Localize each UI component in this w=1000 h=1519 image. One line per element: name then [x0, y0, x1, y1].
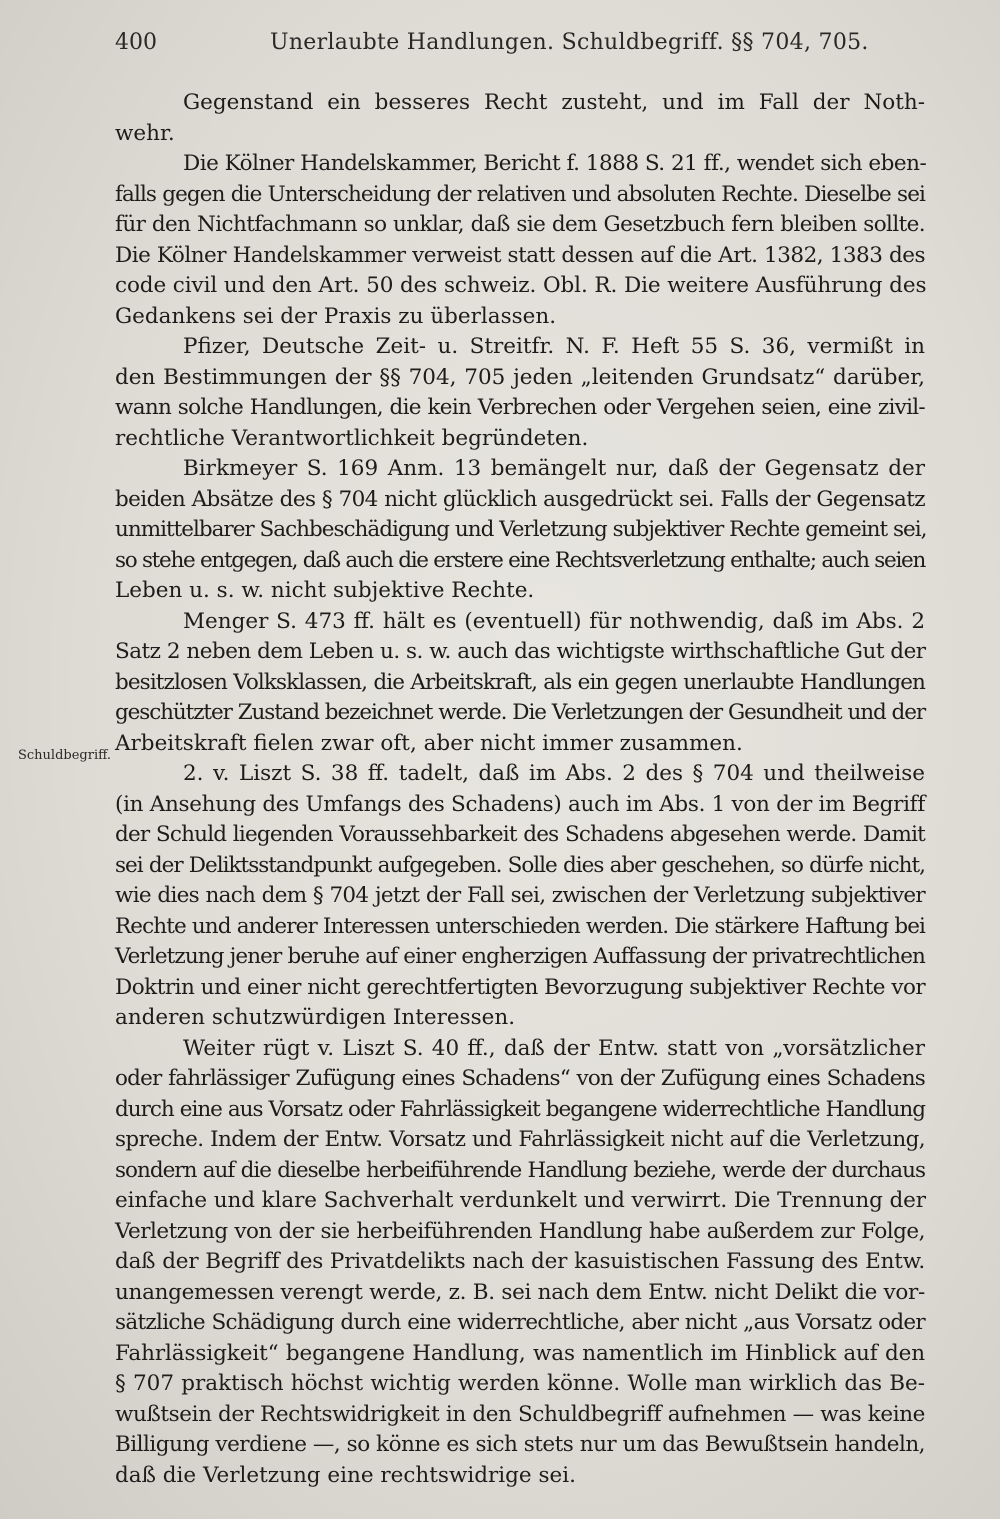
- paragraph: [115, 332, 925, 454]
- text-line: Gedankens sei der Praxis zu überlassen.: [115, 303, 557, 329]
- text-line: unangemessen verengt werde, z. B. sei nach dem Entw. nicht Delikt die vor-: [115, 1279, 925, 1305]
- text-line: wußtsein der Rechtswidrigkeit in den Schuldbegriff aufnehmen — was keine: [115, 1401, 925, 1427]
- text-line: sätzliche Schädigung durch eine widerrechtliche, aber nicht „aus Vorsatz oder: [115, 1310, 925, 1335]
- text-line: Leben u. s. w. nicht subjektive Rechte.: [115, 578, 535, 603]
- text-line: beiden Absätze des § 704 nicht glücklich ausgedrückt sei. Falls der Gegensatz: [115, 486, 925, 512]
- text-line: spreche. Indem der Entw. Vorsatz und Fahrlässigkeit nicht auf die Verletzung,: [115, 1127, 925, 1152]
- text-line: sondern auf die dieselbe herbeiführende Handlung beziehe, werde der durchaus: [115, 1157, 925, 1183]
- paragraph: [115, 1034, 925, 1492]
- text-line: so stehe entgegen, daß auch die erstere eine Rechtsverletzung enthalte; auch seien: [115, 547, 925, 573]
- text-line: sei der Deliktsstandpunkt aufgegeben. Solle dies aber geschehen, so dürfe nicht,: [115, 852, 925, 878]
- text-line: Verletzung von der sie herbeiführenden Handlung habe außerdem zur Folge,: [115, 1218, 925, 1244]
- text-line: Satz 2 neben dem Leben u. s. w. auch das wichtigste wirthschaftliche Gut der: [115, 639, 926, 664]
- text-line: besitzlosen Volksklassen, die Arbeitskraft, als ein gegen unerlaubte Handlungen: [115, 669, 925, 695]
- text-line: einfache und klare Sachverhalt verdunkelt und verwirrt. Die Trennung der: [115, 1188, 926, 1213]
- page-header: [115, 30, 925, 64]
- paragraph: [115, 88, 925, 149]
- text-line: durch eine aus Vorsatz oder Fahrlässigkeit begangene widerrechtliche Handlung: [115, 1096, 925, 1122]
- text-line: unmittelbarer Sachbeschädigung und Verletzung subjektiver Rechte gemeint sei,: [115, 517, 927, 542]
- body-text: [115, 88, 925, 1491]
- text-line: Arbeitskraft fielen zwar oft, aber nicht immer zusammen.: [115, 730, 743, 756]
- text-line: Doktrin und einer nicht gerechtfertigten Bevorzugung subjektiver Rechte vor: [115, 974, 926, 1000]
- text-line: Billigung verdiene —, so könne es sich stets nur um das Bewußtsein handeln,: [115, 1432, 925, 1457]
- paragraph: [115, 607, 925, 760]
- running-title: Unerlaubte Handlungen. Schuldbegriff. §§ 704, 705.: [270, 30, 869, 55]
- page-number: 400: [115, 30, 157, 55]
- margin-note: Schuldbegriff.: [18, 748, 112, 763]
- text-line: rechtliche Verantwortlichkeit begründeten.: [115, 425, 589, 451]
- text-line: Verletzung jener beruhe auf einer engherzigen Auffassung der privatrechtlichen: [115, 944, 925, 969]
- text-line: der Schuld liegenden Voraussehbarkeit des Schadens abgesehen werde. Damit: [115, 822, 925, 847]
- text-line: Birkmeyer S. 169 Anm. 13 bemängelt nur, daß der Gegensatz der: [183, 456, 925, 481]
- text-line: daß der Begriff des Privatdelikts nach der kasuistischen Fassung des Entw.: [115, 1249, 925, 1274]
- paragraph: [115, 149, 925, 332]
- text-line: falls gegen die Unterscheidung der relativen und absoluten Rechte. Dieselbe sei: [115, 181, 925, 207]
- text-line: Menger S. 473 ff. hält es (eventuell) für nothwendig, daß im Abs. 2: [183, 608, 925, 634]
- text-line: Weiter rügt v. Liszt S. 40 ff., daß der Entw. statt von „vorsätzlicher: [183, 1035, 925, 1061]
- text-line: Die Kölner Handelskammer, Bericht f. 1888 S. 21 ff., wendet sich eben-: [183, 151, 927, 176]
- text-line: Fahrlässigkeit“ begangene Handlung, was namentlich im Hinblick auf den: [115, 1340, 925, 1366]
- text-line: wie dies nach dem § 704 jetzt der Fall sei, zwischen der Verletzung subjektiver: [115, 883, 925, 908]
- text-line: anderen schutzwürdigen Interessen.: [115, 1005, 516, 1030]
- text-line: Gegenstand ein besseres Recht zusteht, und im Fall der Noth-: [183, 90, 925, 115]
- text-line: für den Nichtfachmann so unklar, daß sie dem Gesetzbuch fern bleiben sollte.: [115, 212, 925, 237]
- text-line: Pfizer, Deutsche Zeit- u. Streitfr. N. F. Heft 55 S. 36, vermißt in: [183, 334, 925, 359]
- paragraph: [115, 759, 925, 1034]
- text-line: code civil und den Art. 50 des schweiz. Obl. R. Die weitere Ausführung des: [115, 273, 927, 298]
- text-line: § 707 praktisch höchst wichtig werden könne. Wolle man wirklich das Be-: [115, 1371, 925, 1396]
- text-line: daß die Verletzung eine rechtswidrige sei.: [115, 1462, 576, 1488]
- text-line: geschützter Zustand bezeichnet werde. Die Verletzungen der Gesundheit und der: [115, 700, 925, 725]
- text-line: 2. v. Liszt S. 38 ff. tadelt, daß im Abs. 2 des § 704 und theilweise: [183, 761, 925, 786]
- text-line: den Bestimmungen der §§ 704, 705 jeden „leitenden Grundsatz“ darüber,: [115, 364, 925, 390]
- text-line: Die Kölner Handelskammer verweist statt dessen auf die Art. 1382, 1383 des: [115, 242, 925, 268]
- text-line: (in Ansehung des Umfangs des Schadens) auch im Abs. 1 von der im Begriff: [115, 791, 925, 817]
- text-line: Rechte und anderer Interessen unterschieden werden. Die stärkere Haftung bei: [115, 913, 925, 939]
- text-line: wehr.: [115, 120, 175, 146]
- text-line: oder fahrlässiger Zufügung eines Schadens“ von der Zufügung eines Schadens: [115, 1066, 925, 1091]
- text-line: wann solche Handlungen, die kein Verbrechen oder Vergehen seien, eine zivil-: [115, 395, 925, 420]
- paragraph: [115, 454, 925, 607]
